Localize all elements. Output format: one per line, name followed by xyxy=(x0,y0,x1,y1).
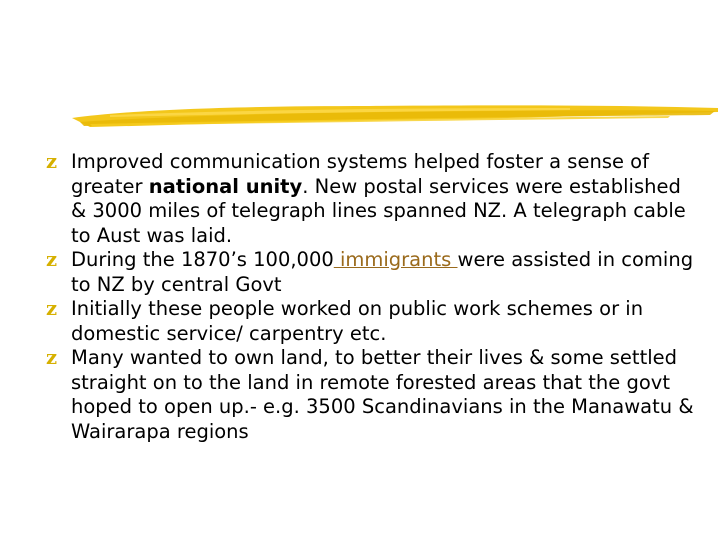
bullet-item xyxy=(46,297,696,346)
title-underline-brush-stroke xyxy=(70,98,720,134)
bullet-text: Many wanted to own land, to better their lives & some settled straight on to the land in remote forested areas that the govt hoped to open up.- e.g. 3500 Scandinavians in the Manawatu & Wairarapa regions xyxy=(71,346,694,443)
bullet-text: Improved communication systems helped foster a sense of greater xyxy=(71,150,649,198)
bullet-marker-icon: z xyxy=(46,346,58,369)
bullet-text: Initially these people worked on public work schemes or in domestic service/ carpentry etc. xyxy=(71,297,644,345)
bullet-list xyxy=(46,150,696,444)
bullet-text: During the 1870’s 100,000 xyxy=(71,248,334,271)
bullet-item xyxy=(46,248,696,297)
bullet-marker-icon: z xyxy=(46,248,58,271)
immigrants-link[interactable]: immigrants xyxy=(333,248,458,271)
bullet-marker-icon: z xyxy=(46,297,58,320)
bullet-text: . New postal services were established & 3000 miles of telegraph lines spanned NZ. A telegraph cable to Aust was laid. xyxy=(71,174,686,247)
bullet-text: were assisted in coming to NZ by central Govt xyxy=(71,248,694,296)
bullet-emphasis: national unity xyxy=(148,174,303,198)
bullet-item xyxy=(46,346,696,444)
bullet-marker-icon: z xyxy=(46,150,58,173)
bullet-item xyxy=(46,150,696,248)
